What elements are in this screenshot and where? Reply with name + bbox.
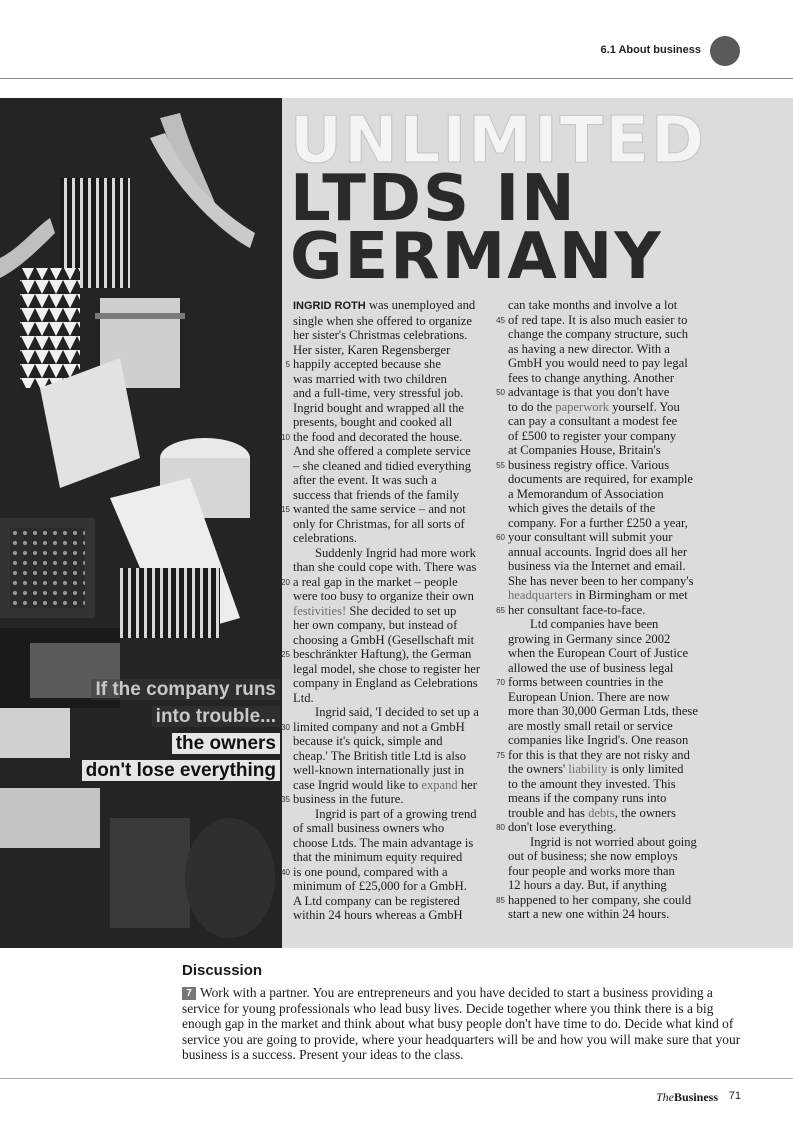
line-text: only for Christmas, for all sorts of [293,516,465,531]
line-number: 40 [281,867,290,877]
line-text: advantage is that you don't have [508,385,670,399]
line-number: 45 [496,315,505,325]
article-line [496,530,730,545]
task-number-badge: 7 [182,987,196,1000]
article-line [293,546,491,561]
article-line [293,372,491,387]
line-number: 55 [496,460,505,470]
article-line [508,371,730,386]
footer-brand-business: Business [673,1090,718,1104]
article-line [496,820,730,835]
line-text: cheap.' The British title Ltd is also [293,748,467,763]
discussion-text-block [182,985,742,1063]
section-marker-circle [710,36,740,66]
line-text: single when she offered to organize [293,313,472,328]
line-text: Ingrid is not worried about going [530,834,697,849]
glossary-word: paperwork [555,399,610,414]
article-line [508,864,730,879]
line-text: celebrations. [293,531,357,545]
line-text: can pay a consultant a modest fee [508,414,678,428]
article-line [293,618,491,633]
line-text: your consultant will submit your [508,530,673,544]
discussion-text: Work with a partner. You are entrepreneurs and you have decided to start a business providing a service for young professionals who lead busy lives. Decide together where you think there is a big enough gap in the market and think about what busy people don't have time to do. Decide what kind of service you are going to provide, where your headquarters will be and how you will make sure that your business is a success. Present your ideas to the class. [182,985,741,1063]
article-line [285,357,491,372]
line-text: well-known internationally just in [293,763,465,777]
article-line [508,298,730,313]
line-number: 15 [281,505,290,514]
article-line [508,704,730,719]
article-line [281,429,491,445]
article-line [293,488,491,503]
article-line [508,414,730,429]
line-text-rest: yourself. You [609,399,680,414]
line-text: to the amount they invested. This [508,776,676,791]
line-text: company in England as Celebrations [293,676,478,690]
article-line [293,676,491,691]
line-text: GmbH you would need to pay legal [508,356,688,370]
article-line [508,342,730,357]
line-text: at Companies House, Britain's [508,443,661,457]
line-text: out of business; she now employs [508,849,678,863]
line-text: Ingrid bought and wrapped all the [293,400,465,415]
article-line [293,778,491,793]
article-line [496,457,730,473]
line-text: And she offered a complete service [293,444,471,458]
line-text: presents, bought and cooked all [293,415,453,429]
footer-brand-the: The [655,1090,674,1104]
line-text: of small business owners who [293,821,445,835]
line-text-rest: in Birmingham or met [572,588,688,602]
article-line [293,415,491,430]
article-line [293,879,491,894]
headline-line-2: LTDS IN [290,162,577,236]
article-line [508,400,730,415]
article-line [293,459,491,474]
line-text: change the company structure, such [508,327,689,341]
line-text: can take months and involve a lot [508,298,678,312]
article-line [293,908,491,923]
article-line [508,487,730,502]
article-line [496,312,730,328]
line-text: for this is that they are not risky and [508,747,690,762]
line-number: 25 [281,650,290,659]
article-line [293,749,491,764]
line-text: after the event. It was such a [293,473,437,487]
article-line [508,835,730,850]
line-text: fees to change anything. Another [508,370,675,385]
article-line [293,298,491,314]
article-line [281,502,491,517]
article-line [496,602,730,618]
line-text: limited company and not a GmbH [293,719,465,734]
line-text: trouble and has [508,805,589,820]
line-text: Ingrid is part of a growing trend [315,806,477,821]
line-text: She has never been to her company's [508,573,694,588]
article-line [508,762,730,777]
article-line [293,821,491,836]
line-text: Ltd. [293,690,314,705]
article-line [508,472,730,487]
line-number: 65 [496,605,505,615]
page-number: 71 [728,1090,741,1102]
article-line [496,892,730,908]
article-line [293,807,491,822]
line-number: 35 [281,795,290,804]
line-text: annual accounts. Ingrid does all her [508,544,688,559]
section-label: 6.1 About business [600,44,701,56]
article-line [281,647,491,662]
article-line [508,443,730,458]
line-text: business registry office. Various [508,457,670,472]
headline [290,104,780,294]
line-text: were too busy to organize their own [293,589,474,603]
line-text: documents are required, for example [508,472,693,486]
line-text: don't lose everything. [508,820,617,834]
article-line [508,878,730,893]
article-line [508,777,730,792]
article-line [293,691,491,706]
article-line [508,559,730,574]
line-text: companies like Ingrid's. One reason [508,733,689,747]
line-text: beschränkter Haftung), the German [293,647,472,661]
line-text: are mostly small retail or service [508,718,673,733]
lead-name: INGRID ROTH [293,300,366,312]
article-line [293,894,491,909]
article-line [508,849,730,864]
pull-quote-line-3: the owners [172,733,280,754]
article-line [508,516,730,531]
line-number: 10 [281,432,290,442]
article-line [508,545,730,560]
article-line [293,589,491,604]
line-text: was unemployed and [368,298,476,312]
gift-boxes-photo [0,98,282,948]
article-line [293,850,491,865]
glossary-word: expand [421,777,458,792]
article-line [293,531,491,546]
article-line [293,444,491,459]
discussion-heading: Discussion [182,962,263,979]
line-text: start a new one within 24 hours. [508,907,670,921]
article-line [293,343,491,358]
article-line [293,473,491,488]
article-line [508,806,730,821]
article-line [293,705,491,720]
line-text: allowed the use of business legal [508,660,674,675]
line-text: Ltd companies have been [530,617,659,631]
article-line [293,401,491,416]
line-text: more than 30,000 German Ltds, these [508,704,698,718]
line-text: the food and decorated the house. [293,429,463,444]
line-text: and a full-time, very stressful job. [293,386,464,400]
line-text: that the minimum equity required [293,850,463,864]
line-text: when the European Court of Justice [508,646,689,660]
line-text-rest: , the owners [614,805,676,820]
glossary-word: liability [568,762,608,776]
line-text: growing in Germany since 2002 [508,631,671,646]
line-text-rest: her [457,777,477,792]
line-text: her own company, but instead of [293,618,458,632]
line-number: 75 [496,750,505,760]
pull-quote-line-1: If the company runs [91,679,280,700]
line-text: business in the future. [293,792,404,806]
article-line [508,661,730,676]
line-text-rest: is only limited [607,762,684,776]
line-number: 30 [281,722,290,732]
line-text: was married with two children [293,371,447,386]
article-line [508,791,730,806]
line-text: European Union. There are now [508,689,670,704]
glossary-word: festivities! [293,603,347,618]
article-line [508,588,730,603]
line-text: forms between countries in the [508,675,664,689]
line-text: a real gap in the market – people [293,574,458,589]
line-text: happened to her company, she could [508,892,692,907]
article-line [293,604,491,619]
line-text: case Ingrid would like to [293,777,422,792]
line-text: of red tape. It is also much easier to [508,312,688,327]
line-text: choosing a GmbH (Gesellschaft mit [293,632,475,647]
article-line [293,662,491,677]
article-line [496,675,730,690]
line-text: choose Ltds. The main advantage is [293,835,474,850]
line-text: which gives the details of the [508,501,656,515]
article-line [293,763,491,778]
line-text: within 24 hours whereas a GmbH [293,908,463,922]
bottom-rule [0,1078,793,1079]
line-text: wanted the same service – and not [293,502,466,516]
pull-quote [40,676,280,784]
article-line [293,386,491,401]
headline-line-1: UNLIMITED [290,104,707,178]
line-number: 20 [281,577,290,587]
line-text: Ingrid said, 'I decided to set up a [315,705,479,719]
article-line [508,356,730,371]
line-number: 50 [496,388,505,397]
line-text: Her sister, Karen Regensberger [293,342,451,357]
line-text: her consultant face-to-face. [508,602,646,617]
line-text: business via the Internet and email. [508,559,686,573]
line-number: 5 [285,360,290,369]
article-line [293,836,491,851]
line-text: than she could cope with. There was [293,560,477,574]
article-line [508,907,730,922]
article-line [496,385,730,400]
top-rule [0,78,793,79]
article-line [293,517,491,532]
article-line [293,560,491,575]
article-line [508,690,730,705]
line-number: 80 [496,823,505,832]
article-line [508,632,730,647]
footer-brand [656,1090,718,1105]
line-text: minimum of £25,000 for a GmbH. [293,879,467,893]
article-line [293,328,491,343]
glossary-word: debts [588,805,615,820]
article-line [293,633,491,648]
article-line [508,574,730,589]
line-number: 70 [496,678,505,687]
line-text: because it's quick, simple and [293,734,443,748]
headline-line-3: GERMANY [290,220,663,294]
pull-quote-line-2: into trouble... [152,706,280,727]
line-text: happily accepted because she [293,357,441,371]
line-text: success that friends of the family [293,487,460,502]
line-text: her sister's Christmas celebrations. [293,328,468,342]
line-text: of £500 to register your company [508,428,677,443]
line-text: A Ltd company can be registered [293,893,460,908]
article-line [508,733,730,748]
article-line [281,719,491,735]
article-line [293,314,491,329]
article-line [293,734,491,749]
line-text: Suddenly Ingrid had more work [315,545,476,560]
article-line [508,646,730,661]
line-number: 85 [496,895,505,905]
line-text: four people and works more than [508,863,675,878]
pull-quote-line-4: don't lose everything [82,760,280,781]
line-text: a Memorandum of Association [508,486,664,501]
line-text: company. For a further £250 a year, [508,515,688,530]
line-text: means if the company runs into [508,791,667,805]
line-text-rest: She decided to set up [346,603,457,618]
article-column-1 [281,298,491,923]
line-text: as having a new director. With a [508,341,670,356]
glossary-word: headquarters [508,588,573,602]
line-text: is one pound, compared with a [293,864,448,879]
article-line [508,617,730,632]
article-line [508,719,730,734]
article-line [496,747,730,763]
line-text: – she cleaned and tidied everything [293,458,471,473]
article-column-2 [496,298,730,922]
article-line [508,429,730,444]
line-text: legal model, she chose to register her [293,661,481,676]
line-text: to do the [508,399,556,414]
article-line [281,792,491,807]
article-line [508,327,730,342]
line-text: the owners' [508,762,569,776]
article-line [508,501,730,516]
line-number: 60 [496,533,505,542]
article-line [281,864,491,880]
line-text: 12 hours a day. But, if anything [508,878,667,892]
article-line [281,574,491,590]
